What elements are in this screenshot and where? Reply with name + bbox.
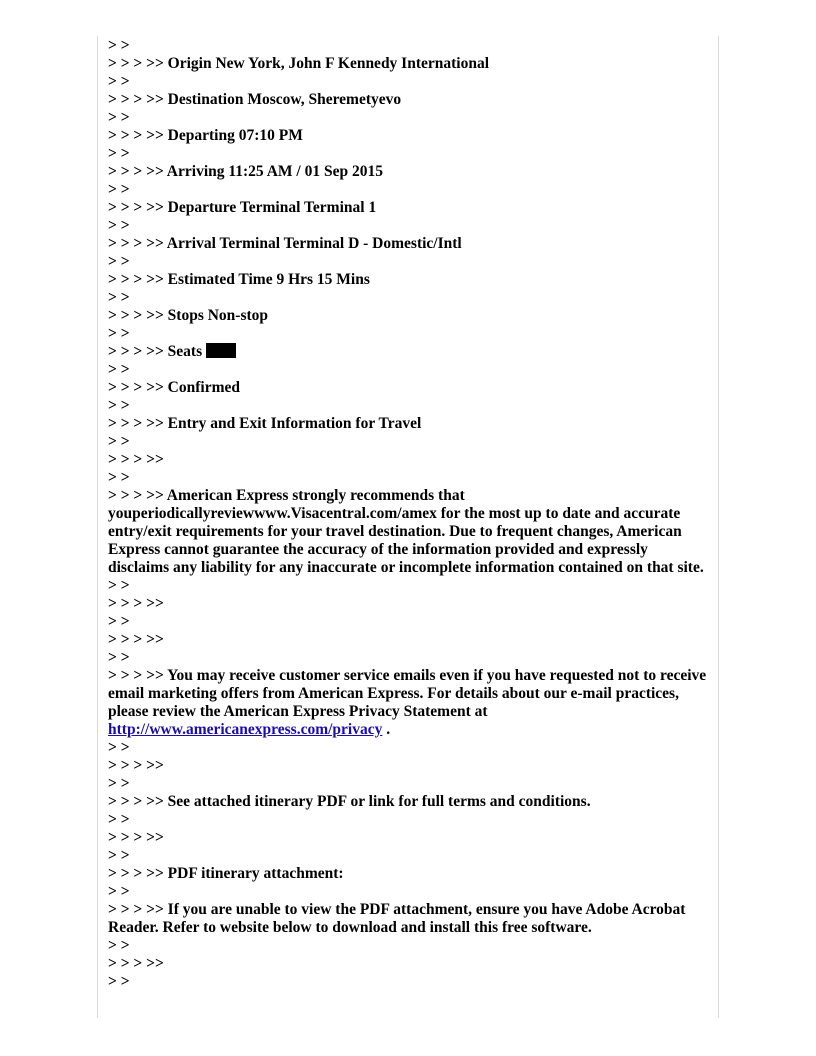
see-attached-line: > > > >> See attached itinerary PDF or link for full terms and conditions.	[108, 793, 591, 810]
quote-marker: > >	[108, 109, 130, 126]
quote-marker: > >	[108, 649, 130, 666]
quote-marker-long: > > > >>	[108, 829, 164, 846]
quote-marker: > >	[108, 811, 130, 828]
stops-line: > > > >> Stops Non-stop	[108, 307, 269, 324]
service-emails-paragraph	[108, 667, 708, 739]
email-body	[108, 37, 708, 991]
quote-marker: > >	[108, 37, 130, 54]
quote-marker: > >	[108, 73, 130, 90]
quote-marker-long: > > > >>	[108, 451, 164, 468]
quote-marker: > >	[108, 145, 130, 162]
confirmed-line: > > > >> Confirmed	[108, 379, 240, 396]
quote-marker: > >	[108, 217, 130, 234]
quote-marker: > >	[108, 577, 130, 594]
seats-line	[108, 343, 708, 361]
privacy-link[interactable]: http://www.americanexpress.com/privacy	[108, 721, 383, 738]
quote-marker: > >	[108, 739, 130, 756]
quote-marker: > >	[108, 325, 130, 342]
quote-marker: > >	[108, 973, 130, 990]
acrobat-notice-paragraph: > > > >> If you are unable to view the PDF attachment, ensure you have Adobe Acrobat Reader. Refer to website below to download and install this free software.	[108, 901, 686, 936]
quote-marker: > >	[108, 613, 130, 630]
pdf-attachment-line: > > > >> PDF itinerary attachment:	[108, 865, 344, 882]
amex-recommendation-paragraph: > > > >> American Express strongly recommends that youperiodicallyreviewwww.Visacentral.com/amex for the most up to date and accurate entry/exit requirements for your travel destination. Due to frequent changes, American Express cannot guarantee the accuracy of the information provided and expressly disclaims any liability for any inaccurate or incomplete information contained on that site.	[108, 487, 704, 576]
estimated-time-line: > > > >> Estimated Time 9 Hrs 15 Mins	[108, 271, 370, 288]
quote-marker-long: > > > >>	[108, 595, 164, 612]
quote-marker: > >	[108, 361, 130, 378]
quote-marker-long: > > > >>	[108, 631, 164, 648]
service-emails-text: > > > >> You may receive customer service emails even if you have requested not to receive email marketing offers from American Express. For details about our e-mail practices, please review the American Express Privacy Statement at	[108, 667, 707, 720]
quote-marker: > >	[108, 433, 130, 450]
departure-terminal-line: > > > >> Departure Terminal Terminal 1	[108, 199, 377, 216]
quote-marker: > >	[108, 181, 130, 198]
quote-marker: > >	[108, 937, 130, 954]
arrival-terminal-line: > > > >> Arrival Terminal Terminal D - Domestic/Intl	[108, 235, 462, 252]
entry-exit-line: > > > >> Entry and Exit Information for Travel	[108, 415, 422, 432]
redaction-box	[206, 343, 236, 358]
quote-marker: > >	[108, 883, 130, 900]
quote-marker-long: > > > >>	[108, 757, 164, 774]
departing-line: > > > >> Departing 07:10 PM	[108, 127, 303, 144]
destination-line: > > > >> Destination Moscow, Sheremetyevo	[108, 91, 402, 108]
seats-label: > > > >> Seats	[108, 343, 203, 360]
origin-line: > > > >> Origin New York, John F Kennedy International	[108, 55, 490, 72]
quote-marker-long: > > > >>	[108, 955, 164, 972]
quote-marker: > >	[108, 253, 130, 270]
quote-marker: > >	[108, 469, 130, 486]
quote-marker: > >	[108, 397, 130, 414]
quote-marker: > >	[108, 289, 130, 306]
quote-marker: > >	[108, 847, 130, 864]
quote-marker: > >	[108, 775, 130, 792]
privacy-suffix: .	[382, 721, 391, 738]
arriving-line: > > > >> Arriving 11:25 AM / 01 Sep 2015	[108, 163, 383, 180]
